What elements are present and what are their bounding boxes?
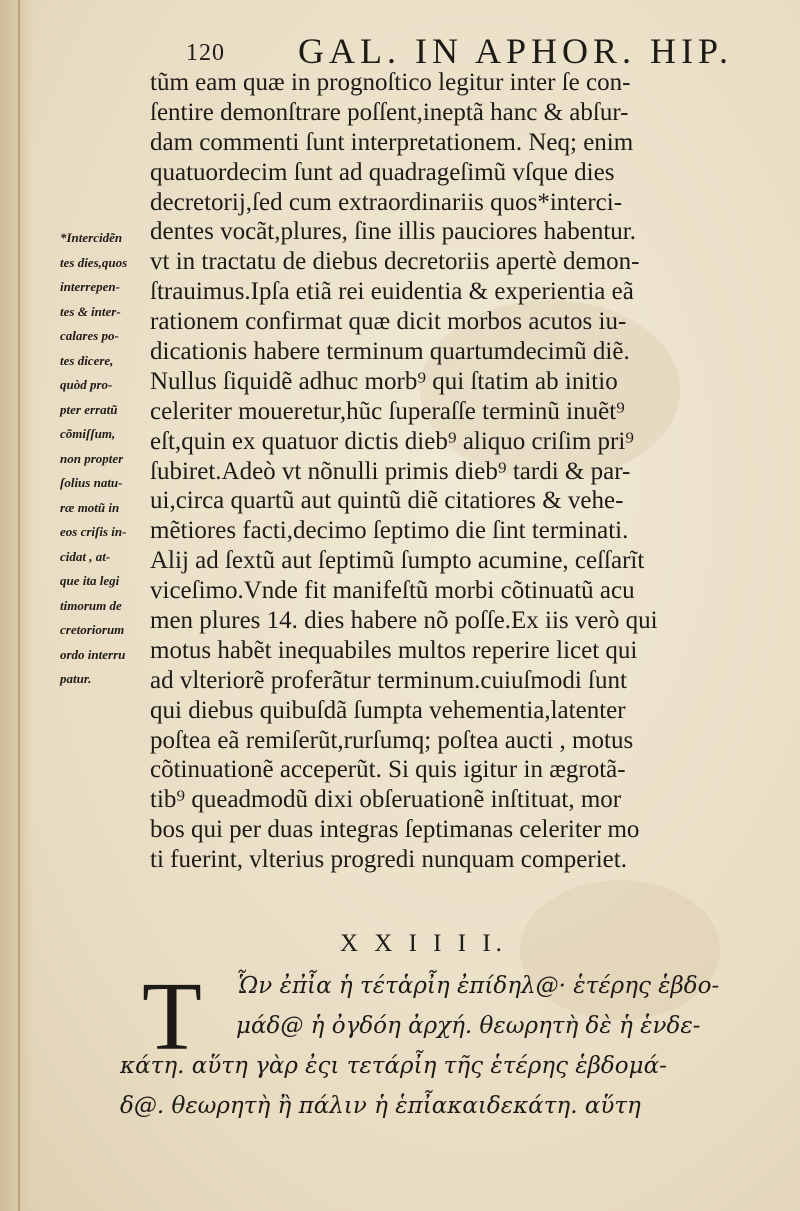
text-line: eſt,quin ex quatuor dictis dieb⁹ aliquo criſim pri⁹ [150,427,634,455]
greek-aphorism [120,963,775,1126]
text-line: ti fuerint, vlterius progredi nunquam comperiet. [150,846,627,874]
greek-line: Ὧν ἐπ̓ἶα ἡ τέτἁρἶη ἐπίδηλ@· ἑτέρης ἑβδο- [236,973,720,999]
text-line: tũm eam quæ in prognoſtico legitur inter ſe con- [150,69,631,96]
greek-line: μάδ@ ἡ ὀγδόη ἀρχή. θεωρητὴ δὲ ἡ ἑνδε- [236,1013,701,1039]
text-line: tib⁹ queadmodũ dixi obſeruationẽ inſtituat, mor [150,786,622,814]
text-line: ſtrauimus.Ipſa etiã rei euidentia & experientia eã [150,278,634,306]
margin-note-line: cretoriorum [60,622,125,637]
text-line: men plures 14. dies habere nõ poſſe.Ex iis verò qui [150,607,658,635]
margin-note-line: calares po- [60,328,119,343]
main-text-column [150,68,775,875]
text-line: Nullus ſiquidẽ adhuc morb⁹ qui ſtatim ab initio [150,367,618,395]
text-line: ſentire demonſtrare poſſent,ineptã hanc & abſur- [150,98,629,126]
margin-note-line: patur. [60,671,92,686]
margin-note-line: tes dicere, [60,352,114,368]
text-line: dicationis habere terminum quartumdecimũ diẽ. [150,338,630,366]
margin-note-line: cõmiſſum, [60,426,116,441]
text-line: ſubiret.Adeò vt nõnulli primis dieb⁹ tardi & par- [150,457,631,485]
page-gutter [0,0,34,1211]
text-line: motus habẽt inequabiles multos reperire licet qui [150,636,638,664]
margin-note-line: tes & inter- [60,303,121,319]
text-line: cõtinuationẽ acceperũt. Si quis igitur in ægrotã- [150,756,626,784]
text-line: celeriter moueretur,hũc ſuperaſſe terminũ inuẽt⁹ [150,397,625,425]
margin-note-line: eos criſis in- [60,524,127,539]
text-line: ui,circa quartũ aut quintũ diẽ citatiores & vehe- [150,487,624,515]
margin-note-line: ræ motũ in [60,499,120,515]
text-line: ad vlteriorẽ proferãtur terminum.cuiuſmodi ſunt [150,666,627,694]
drop-cap-initial: T [142,963,202,1071]
text-line: viceſimo.Vnde fit manifeſtũ morbi cõtinuatũ acu [150,577,635,605]
text-line: vt in tractatu de diebus decretoriis apertè demon- [150,248,640,276]
greek-line: κάτη. αὕτη γὰρ ἐςι τετάρἶη τῆς ἑτέρης ἑβδομά- [120,1053,667,1079]
margin-note-line: ordo interru [60,646,126,662]
margin-note-line: que ita legi [60,573,120,588]
text-line: rationem confirmat quæ dicit morbos acutos iu- [150,308,627,336]
marginal-gloss [60,226,152,692]
text-line: Alij ad ſextũ aut ſeptimũ ſumpto acumine, ceſſarĩt [150,547,645,575]
margin-note-line: timorum de [60,597,122,613]
text-line: qui diebus quibuſdã ſumpta vehementia,latenter [150,696,626,724]
text-line: mẽtiores facti,decimo ſeptimo die ſint terminati. [150,517,629,545]
text-line: bos qui per duas integras ſeptimanas celeriter mo [150,816,640,844]
aphorism-number: X X I I I I. [340,930,507,957]
text-line: quatuordecim ſunt ad quadrageſimũ vſque dies [150,158,615,186]
margin-note-line: quòd pro- [60,377,113,392]
gutter-crease [18,0,20,1211]
text-line: dam commenti ſunt interpretationem. Neq; enim [150,128,634,156]
text-line: dentes vocãt,plures, ſine illis pauciores habentur. [150,218,636,246]
margin-note-line: cidat , at- [60,548,111,564]
text-line: poſtea eã remiſerũt,rurſumq; poſtea aucti , motus [150,726,634,754]
margin-note-line: tes dies,quos [60,254,128,270]
margin-note-line: non propter [60,450,124,466]
margin-note-line: pter erratũ [60,401,118,417]
margin-note-line: *Intercidẽn [60,230,123,245]
page-number: 120 [186,40,225,66]
greek-line: δ@. θεωρητὴ ἢ πάλιν ἡ ἑπἶακαιδεκάτη. αὕτη [120,1093,641,1119]
margin-note-line: ſolius natu- [60,475,123,490]
running-title: GAL. IN APHOR. HIP. [298,31,734,71]
margin-note-line: interrepen- [60,279,120,294]
text-line: decretorij,ſed cum extraordinariis quos*interci- [150,188,623,216]
